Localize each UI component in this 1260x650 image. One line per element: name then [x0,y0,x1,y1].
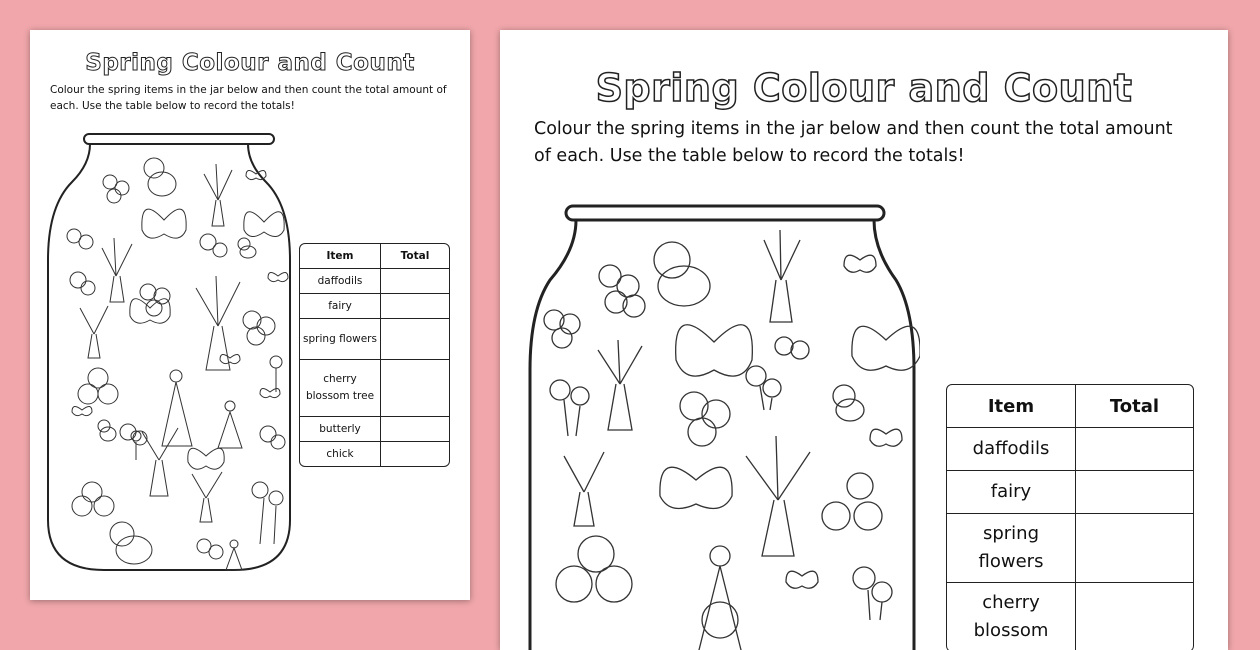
total-cell[interactable] [381,442,449,466]
total-cell[interactable] [1076,428,1193,471]
tree-icon [746,436,810,556]
tree-icon [564,452,604,526]
flower-cluster-icon [243,311,275,345]
butterfly-icon [72,406,92,415]
daffodil-icon [746,366,781,410]
row-item: spring flowers [947,514,1076,583]
flower-cluster-icon [556,536,632,602]
tally-table [946,384,1194,650]
chick-icon [98,420,116,441]
butterfly-icon [220,354,240,363]
instructions: Colour the spring items in the jar below and then count the total amount of each. Use the table below to record the totals! [50,84,447,112]
butterfly-icon [844,255,876,272]
flower-cluster-icon [140,284,170,316]
daffodil-icon [270,356,282,392]
flower-cluster-icon [260,426,285,449]
row-item: cherry blossom [947,583,1076,650]
total-cell[interactable] [381,269,449,294]
row-item: fairy [947,471,1076,514]
fairy-icon [226,540,242,570]
butterfly-icon [852,326,920,370]
jar-lid [84,134,274,144]
page-title: Spring Colour and Count [85,50,415,76]
chick-icon [110,522,152,564]
flower-cluster-icon [67,229,93,249]
chick-icon [238,238,256,258]
flower-cluster-icon [544,310,580,348]
flower-cluster-icon [70,272,95,295]
header-item: Item [300,244,381,269]
row-item: daffodils [947,428,1076,471]
jar-lid [566,206,884,220]
tree-icon [80,306,108,358]
flower-cluster-icon [775,337,809,359]
butterfly-icon [870,429,902,446]
worksheet-zoomed [500,30,1228,650]
flower-cluster-icon [599,265,645,317]
total-cell[interactable] [1076,471,1193,514]
fairy-icon [218,401,242,448]
jar-illustration [44,130,294,580]
butterfly-icon [130,299,170,324]
total-cell[interactable] [1076,514,1193,583]
butterfly-icon [260,388,280,397]
chick-icon [654,242,710,306]
tree-icon [764,230,800,322]
flower-cluster-icon [72,482,114,516]
row-item: butterly [300,417,381,442]
butterfly-icon [786,571,818,588]
daffodil-icon [252,482,283,544]
row-item: cherry blossom tree [300,360,381,417]
daffodil-icon [853,567,892,620]
butterfly-icon [142,209,186,238]
total-cell[interactable] [381,360,449,417]
butterfly-icon [244,212,284,237]
fairy-icon [162,370,192,446]
total-cell[interactable] [381,319,449,360]
instructions: Colour the spring items in the jar below and then count the total amount of each. Use the table below to record the totals! [534,119,1173,166]
tree-icon [598,340,642,430]
row-item: chick [300,442,381,466]
butterfly-icon [268,272,288,281]
tally-table [299,243,450,467]
chick-icon [144,158,176,196]
chick-icon [833,385,864,421]
header-total: Total [1076,385,1193,428]
tree-icon [192,472,222,522]
daffodil-icon [131,431,141,460]
flower-cluster-icon [197,539,223,559]
row-item: daffodils [300,269,381,294]
tree-icon [204,164,232,226]
daffodil-icon [550,380,589,436]
jar-illustration [524,200,920,650]
header-total: Total [381,244,449,269]
butterfly-icon [188,448,224,469]
flower-cluster-icon [822,473,882,530]
total-cell[interactable] [1076,583,1193,650]
row-item: fairy [300,294,381,319]
butterfly-icon [676,325,753,376]
flower-cluster-icon [200,234,227,257]
page-title: Spring Colour and Count [595,66,1133,110]
flower-cluster-icon [103,175,129,203]
total-cell[interactable] [381,417,449,442]
butterfly-icon [660,467,732,508]
flower-cluster-icon [78,368,118,404]
row-item: spring flowers [300,319,381,360]
header-item: Item [947,385,1076,428]
fairy-icon [694,546,746,650]
flower-cluster-icon [680,392,730,446]
worksheet-thumbnail [30,30,470,600]
tree-icon [102,238,132,302]
total-cell[interactable] [381,294,449,319]
jar-body [48,144,290,570]
